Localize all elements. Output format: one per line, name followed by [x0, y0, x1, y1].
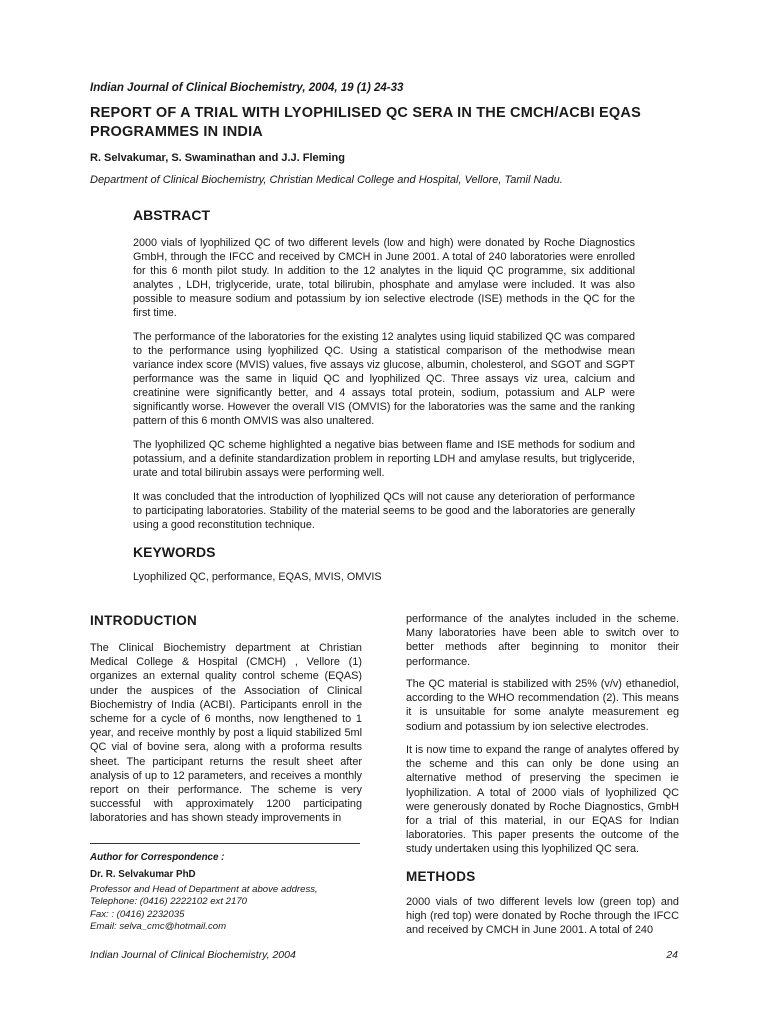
- introduction-heading: INTRODUCTION: [90, 613, 198, 628]
- methods-text: 2000 vials of two different levels low (green top) and high (red top) were donated by Roche through the IFCC and received by CMCH in June 2001. A total of 240: [406, 896, 679, 937]
- author-affiliation: Department of Clinical Biochemistry, Christian Medical College and Hospital, Vellore, Tamil Nadu.: [90, 174, 563, 186]
- right-column-paragraph: The QC material is stabilized with 25% (v/v) ethanediol, according to the WHO recommendation (2). This means it is unsuitable for some analyte measurement eg sodium and potassium by ion selective electrodes.: [406, 678, 679, 733]
- article-title: REPORT OF A TRIAL WITH LYOPHILISED QC SERA IN THE CMCH/ACBI EQAS PROGRAMMES IN INDIA: [90, 105, 641, 140]
- abstract-paragraph: It was concluded that the introduction of lyophilized QCs will not cause any deterioration of performance to participating laboratories. Stability of the material seems to be good and the laboratories are generally using a good reconstitution technique.: [133, 491, 635, 531]
- introduction-text: The Clinical Biochemistry department at Christian Medical College & Hospital (CMCH) , Vellore (1) organizes an external quality control scheme (EQAS) under the auspices of the Association of Clinical Biochemistry of India (ACBI). Participants enroll in the scheme for a cycle of 6 months, now lengthened to 1 year, and receive monthly by post a liquid stabilized 5ml QC vial of bovine sera, along with a proforma results sheet. The participant returns the result sheet after analysis of up to 12 parameters, and receives a monthly report on their performance. The scheme is very successful with approximately 1200 participating laboratories and has shown steady improvements in: [90, 642, 362, 825]
- abstract-paragraph: 2000 vials of lyophilized QC of two different levels (low and high) were donated by Roche Diagnostics GmbH, through the IFCC and received by CMCH in June 2001. A total of 240 laboratories were enrolled for this 6 month pilot study. In addition to the 12 analytes in the liquid QC programme, six additional analytes , LDH, triglyceride, urate, total bilirubin, phosphate and amylase were included. It was also possible to measure sodium and potassium by ion selective electrode (ISE) methods in the QC for the first time.: [133, 237, 635, 319]
- right-column-paragraph: performance of the analytes included in the scheme. Many laboratories have been able to switch over to better methods after beginning to monitor their performance.: [406, 613, 679, 668]
- correspondence-details: [90, 884, 370, 933]
- journal-header: Indian Journal of Clinical Biochemistry, 2004, 19 (1) 24-33: [90, 82, 404, 94]
- correspondence-fax: Fax: : (0416) 2232035: [90, 908, 185, 920]
- abstract-paragraph: The performance of the laboratories for the existing 12 analytes using liquid stabilized QC was compared to the performance using lyophilized QC. Using a statistical comparison of the methodwise mean variance index score (MVIS) values, five assays viz glucose, albumin, cholesterol, and SGOT and SGPT performance was the same in liquid QC and lyophilized QC. Three assays viz urea, calcium and creatinine were significantly better, and 4 assays total protein, sodium, potassium and ALP were significantly worse. However the overall VIS (OMVIS) for the laboratories was the same and the ranking pattern of this 6 month OMVIS was also unaltered.: [133, 331, 635, 427]
- correspondence-email: Email: selva_cmc@hotmail.com: [90, 920, 227, 932]
- correspondence-name: Dr. R. Selvakumar PhD: [90, 869, 196, 880]
- methods-heading: METHODS: [406, 869, 476, 884]
- abstract-paragraph: The lyophilized QC scheme highlighted a negative bias between flame and ISE methods for sodium and potassium, and a definite standardization problem in reporting LDH and amylase results, but triglyceride, urate and total bilirubin assays were performing well.: [133, 439, 635, 479]
- correspondence-address: Professor and Head of Department at above address,: [90, 884, 318, 895]
- footer-journal: Indian Journal of Clinical Biochemistry, 2004: [90, 949, 296, 961]
- author-list: R. Selvakumar, S. Swaminathan and J.J. Fleming: [90, 152, 345, 164]
- correspondence-telephone: Telephone: (0416) 2222102 ext 2170: [90, 896, 248, 908]
- page-number: 24: [666, 949, 678, 961]
- right-column-paragraph: It is now time to expand the range of analytes offered by the scheme and this can only be done using an alternative method of preserving the specimen ie lyophilization. A total of 2000 vials of lyophilized QC were generously donated by Roche Diagnostics, GmbH for a trial of this material, in our EQAS for Indian laboratories. This paper presents the outcome of the study undertaken using this lyophilized QC sera.: [406, 744, 679, 856]
- abstract-heading: ABSTRACT: [133, 207, 210, 223]
- keywords-text: Lyophilized QC, performance, EQAS, MVIS, OMVIS: [133, 571, 382, 583]
- footnote-divider: [90, 843, 360, 844]
- keywords-heading: KEYWORDS: [133, 544, 216, 560]
- correspondence-heading: Author for Correspondence :: [90, 852, 225, 863]
